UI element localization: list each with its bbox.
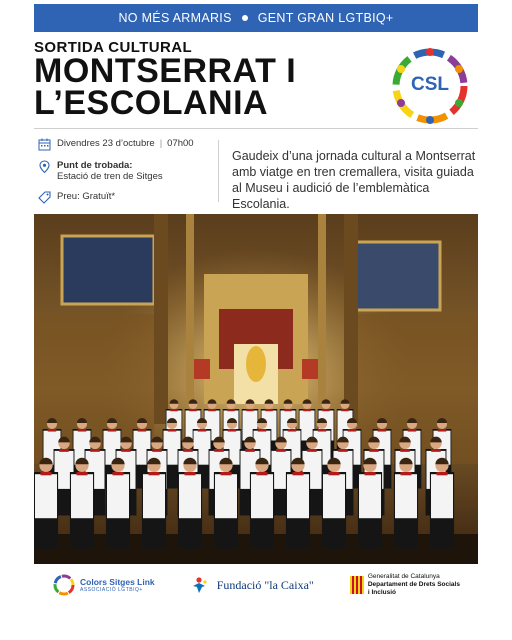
price-tag-icon xyxy=(38,191,51,204)
meeting-row xyxy=(38,160,218,182)
sponsor-fundacio-la-caixa xyxy=(191,576,314,594)
meeting-label: Punt de trobada: xyxy=(57,160,133,171)
colors-sitges-link-logo-icon xyxy=(52,573,76,597)
top-banner xyxy=(34,4,478,32)
sponsors-footer xyxy=(34,564,478,606)
sponsor-generalitat xyxy=(350,573,460,597)
la-caixa-name: Fundació "la Caixa" xyxy=(216,577,314,592)
banner-right-text: GENT GRAN LGTBIQ+ xyxy=(257,11,394,25)
csl-logo-text: CSL xyxy=(411,74,449,95)
colors-sitges-link-name: Colors Sitges Link xyxy=(80,576,155,587)
date-time-separator: | xyxy=(159,138,163,149)
info-divider xyxy=(218,140,219,202)
event-time: 07h00 xyxy=(167,138,194,149)
basilica-choir-illustration xyxy=(34,214,478,564)
location-pin-icon xyxy=(38,160,51,173)
header-divider xyxy=(34,128,478,129)
title-line-2: L’ESCOLANIA xyxy=(34,84,269,122)
meeting-info xyxy=(57,160,163,182)
event-price: Preu: Gratuït* xyxy=(57,191,116,202)
csl-logo xyxy=(388,44,472,128)
meeting-place: Estació de tren de Sitges xyxy=(57,171,163,182)
bullet-dot xyxy=(242,15,248,21)
event-date: Divendres 23 d’octubre xyxy=(57,138,155,149)
choir-photo xyxy=(34,214,478,564)
generalitat-line-3: i Inclusió xyxy=(367,589,397,596)
event-info xyxy=(38,138,218,213)
event-kicker: SORTIDA CULTURAL xyxy=(34,39,193,56)
price-row xyxy=(38,191,218,204)
generalitat-line-2: Departament de Drets Socials xyxy=(367,581,460,588)
la-caixa-star-icon xyxy=(191,576,213,594)
banner-left-text: NO MÉS ARMARIS xyxy=(118,11,232,25)
calendar-icon xyxy=(38,138,51,151)
sponsor-colors-sitges-link xyxy=(52,573,155,597)
generalitat-line-1: Generalitat de Catalunya xyxy=(367,573,440,580)
title-line-1: MONTSERRAT I xyxy=(34,52,297,90)
date-row xyxy=(38,138,218,151)
colors-sitges-link-sub: ASSOCIACIÓ LGTBIQ+ xyxy=(80,586,143,593)
event-description: Gaudeix d’una jornada cultural a Montserrat amb viatge en tren cremallera, visita guiada al Museu i audició de l’emblemàtica Escolania. xyxy=(232,149,476,211)
generalitat-flag-icon xyxy=(350,576,364,594)
event-title xyxy=(34,52,374,122)
